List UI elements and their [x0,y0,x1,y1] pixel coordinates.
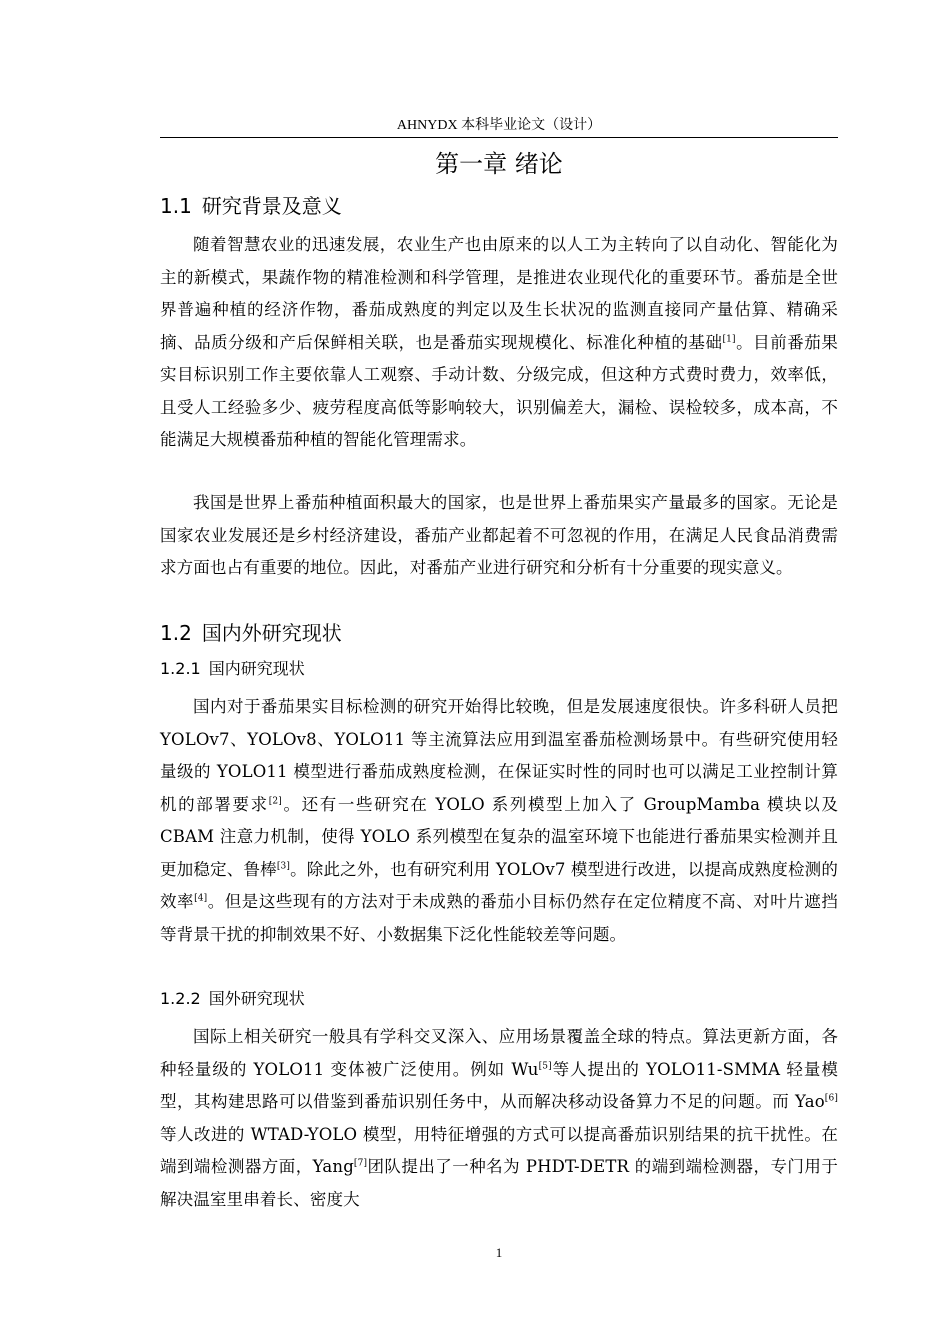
section-number: 1.2 [160,621,192,645]
chapter-title: 第一章 绪论 [435,150,563,178]
paragraph-text: 。但是这些现有的方法对于未成熟的番茄小目标仍然存在定位精度不高、对叶片遮挡等背景干扰的抑制效果不好、小数据集下泛化性能较差等问题。 [160,892,838,944]
section-title: 国内外研究现状 [201,621,342,645]
section-heading-1-2 [160,617,342,649]
citation-ref[interactable]: [7] [353,1158,368,1169]
subsection-number: 1.2.2 [160,989,201,1008]
section-heading-1-1 [160,190,342,222]
paragraph-text: 。除此之外，也有研究利用 YOLOv7 模型进行改进，以提高成熟度检测的效率 [160,859,838,911]
paragraph-domestic-research [160,691,838,951]
paragraph-text: 国内对于番茄果实目标检测的研究开始得比较晚，但是发展速度很快。许多科研人员把 YOLOv7、YOLOv8、YOLO11 等主流算法应用到温室番茄检测场景中。有些研究使用轻量级的 YOLO11 模型进行番茄成熟度检测，在保证实时性的同时也可以满足工业控制计算机的部署要求 [160,697,838,814]
section-title: 研究背景及意义 [201,194,342,218]
header-divider [160,137,838,138]
subsection-heading-1-2-1 [160,655,305,683]
paragraph-text: 国际上相关研究一般具有学科交叉深入、应用场景覆盖全球的特点。算法更新方面，各种轻量级的 YOLO11 变体被广泛使用。例如 Wu [160,1027,838,1079]
paragraph-text: 。目前番茄果实目标识别工作主要依靠人工观察、手动计数、分级完成，但这种方式费时费力，效率低，且受人工经验多少、疲劳程度高低等影响较大，识别偏差大，漏检、误检较多，成本高，不能满足大规模番茄种植的智能化管理需求。 [160,332,838,449]
subsection-title: 国外研究现状 [208,989,305,1008]
paragraph-text: 。还有一些研究在 YOLO 系列模型上加入了 GroupMamba 模块以及 CBAM 注意力机制，使得 YOLO 系列模型在复杂的温室环境下也能进行番茄果实检测并且更加稳定、鲁棒 [160,794,838,879]
section-number: 1.1 [160,194,192,218]
citation-ref[interactable]: [2] [268,796,282,806]
citation-ref[interactable]: [5] [538,1061,552,1071]
citation-ref[interactable]: [4] [194,893,208,904]
page-header-title: AHNYDX 本科毕业论文（设计） [396,118,602,133]
citation-ref[interactable]: [3] [276,861,291,871]
subsection-title: 国内研究现状 [208,659,305,678]
paragraph-text: 我国是世界上番茄种植面积最大的国家，也是世界上番茄果实产量最多的国家。无论是国家农业发展还是乡村经济建设，番茄产业都起着不可忽视的作用，在满足人民食品消费需求方面也占有重要的地位。因此，对番茄产业进行研究和分析有十分重要的现实意义。 [160,493,838,577]
subsection-heading-1-2-2 [160,985,305,1013]
citation-ref[interactable]: [1] [722,334,736,344]
paragraph-international-research [160,1021,838,1216]
subsection-number: 1.2.1 [160,659,201,678]
paragraph-text: 等人提出的 YOLO11-SMMA 轻量模型，其构建思路可以借鉴到番茄识别任务中，从而解决移动设备算力不足的问题。而 Yao [160,1059,839,1111]
paragraph-text: 团队提出了一种名为 PHDT-DETR 的端到端检测器，专门用于解决温室里串着长、密度大 [160,1157,839,1209]
paragraph-text: 随着智慧农业的迅速发展，农业生产也由原来的以人工为主转向了以自动化、智能化为主的新模式，果蔬作物的精准检测和科学管理，是推进农业现代化的重要环节。番茄是全世界普遍种植的经济作物，番茄成熟度的判定以及生长状况的监测直接同产量估算、精确采摘、品质分级和产后保鲜相关联，也是番茄实现规模化、标准化种植的基础 [160,235,838,352]
paragraph-background [160,229,838,457]
paragraph-text: 等人改进的 WTAD-YOLO 模型，用特征增强的方式可以提高番茄识别结果的抗干扰性。在端到端检测器方面，Yang [160,1124,838,1176]
paragraph-significance [160,487,838,585]
page-number: 1 [495,1245,503,1260]
citation-ref[interactable]: [6] [824,1093,838,1104]
